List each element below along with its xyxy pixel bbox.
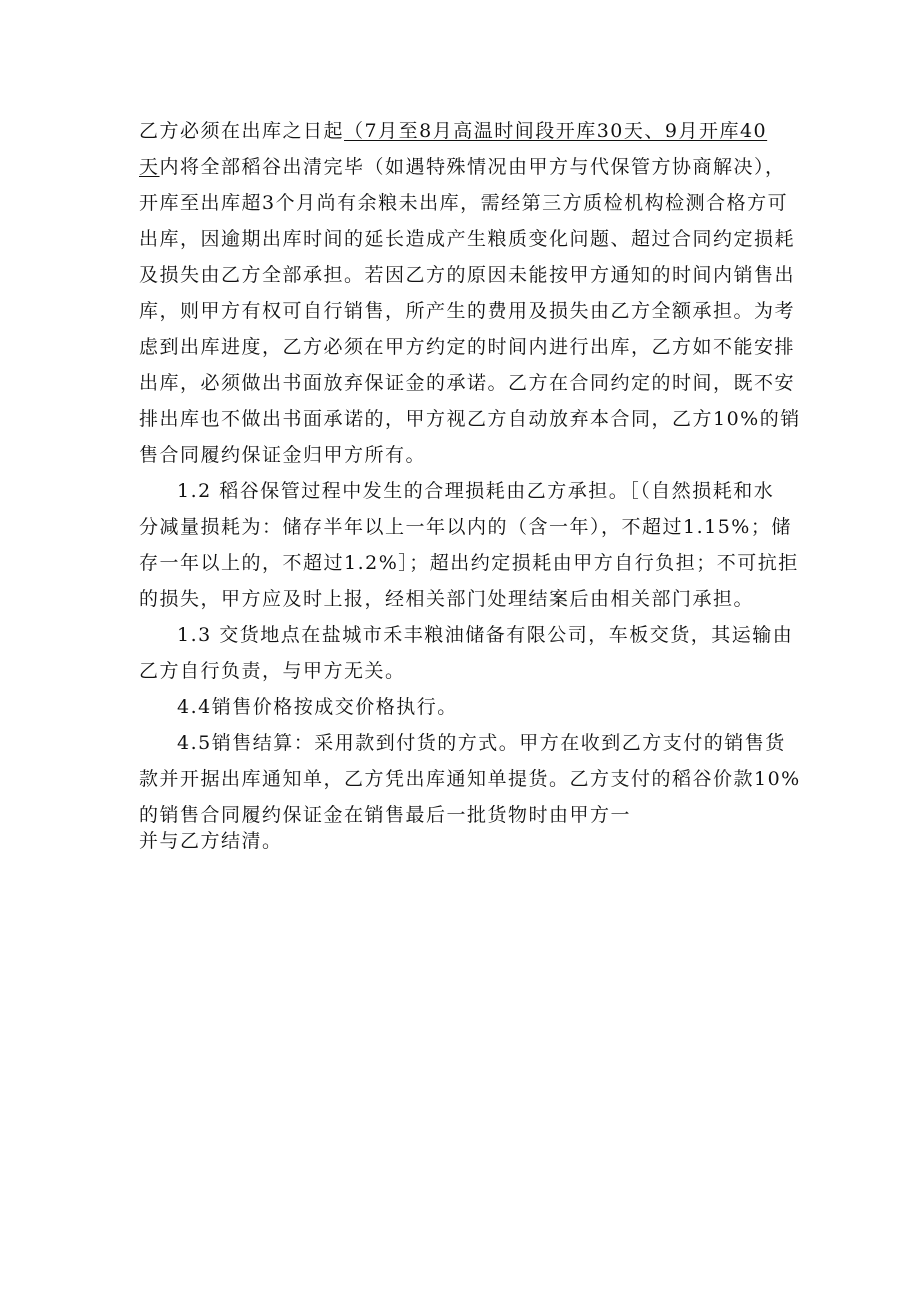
clause-1-2-line-1: 1.2 稻谷保管过程中发生的合理损耗由乙方承担。［（自然损耗和水 — [177, 480, 775, 502]
document-body — [139, 113, 801, 859]
paragraph-1-text: 内将全部稻谷出清完毕（如遇特殊情况由甲方与代保管方协商解决）， — [159, 156, 786, 178]
paragraph-1-line-6: 库，则甲方有权可自行销售，所产生的费用及损失由乙方全额承担。为考 — [139, 300, 796, 322]
clause-4-5-line-3: 的销售合同履约保证金在销售最后一批货物时由甲方一 — [139, 804, 632, 826]
paragraph-1-line-5: 及损失由乙方全部承担。若因乙方的原因未能按甲方通知的时间内销售出 — [139, 264, 796, 286]
paragraph-1-line-10: 售合同履约保证金归甲方所有。 — [139, 444, 427, 466]
paragraph-1-line-2 — [139, 149, 789, 185]
paragraph-1-line-3: 开库至出库超3个月尚有余粮未出库，需经第三方质检机构检测合格方可 — [139, 192, 789, 214]
paragraph-1-line-9: 排出库也不做出书面承诺的，甲方视乙方自动放弃本合同，乙方10%的销 — [139, 408, 801, 430]
clause-4-5-line-1: 4.5销售结算：采用款到付货的方式。甲方在收到乙方支付的销售货 — [177, 732, 786, 754]
underlined-time-clause: （7月至8月高温时间段开库30天、9月开库40 — [344, 120, 768, 142]
paragraph-1-line-8: 出库，必须做出书面放弃保证金的承诺。乙方在合同约定的时间，既不安 — [139, 372, 796, 394]
clause-1-3-line-1: 1.3 交货地点在盐城市禾丰粮油储备有限公司，车板交货，其运输由 — [177, 624, 794, 646]
clause-4-5-line-2: 款并开据出库通知单，乙方凭出库通知单提货。乙方支付的稻谷价款10% — [139, 768, 801, 790]
clause-4-4-line-1: 4.4销售价格按成交价格执行。 — [177, 696, 458, 718]
clause-1-2-line-2: 分减量损耗为：储存半年以上一年以内的（含一年），不超过1.15%；储 — [139, 516, 792, 538]
clause-1-3-line-2: 乙方自行负责，与甲方无关。 — [139, 660, 406, 682]
paragraph-1-line-1 — [139, 113, 789, 149]
underlined-time-clause-end: 天 — [139, 156, 160, 178]
paragraph-1-line-7: 虑到出库进度，乙方必须在甲方约定的时间内进行出库，乙方如不能安排 — [139, 336, 796, 358]
clause-1-2-line-4: 的损失，甲方应及时上报，经相关部门处理结案后由相关部门承担。 — [139, 588, 755, 610]
clause-4-5-line-4: 并与乙方结清。 — [139, 830, 283, 852]
paragraph-1-line-4: 出库，因逾期出库时间的延长造成产生粮质变化问题、超过合同约定损耗 — [139, 228, 796, 250]
paragraph-1-text: 乙方必须在出库之日起 — [139, 120, 345, 142]
clause-1-2-line-3: 存一年以上的，不超过1.2%］；超出约定损耗由甲方自行负担；不可抗拒 — [139, 552, 799, 574]
